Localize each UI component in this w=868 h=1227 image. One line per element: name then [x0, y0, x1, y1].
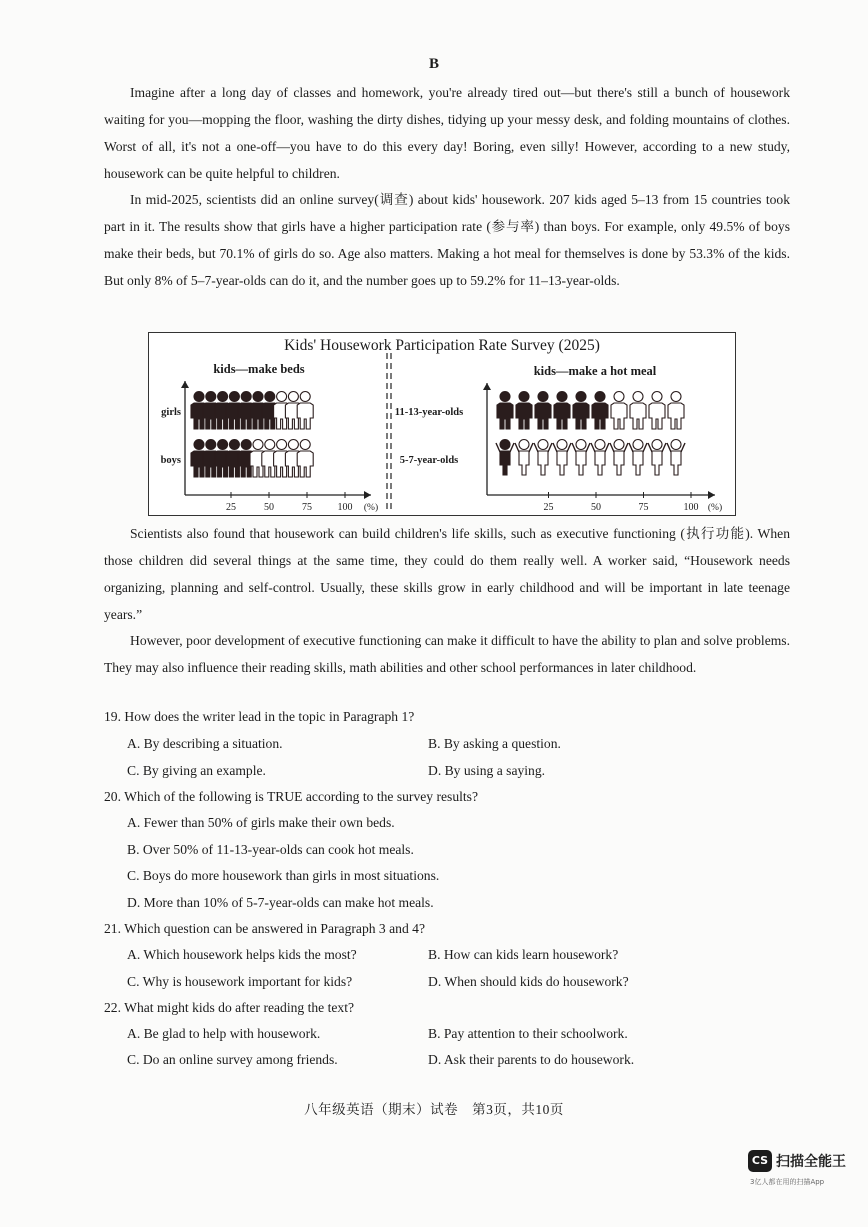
chart-title: Kids' Housework Participation Rate Survey (2025): [284, 337, 600, 354]
person-icon: [297, 440, 313, 478]
person-icon: [591, 440, 609, 476]
q19-option-a[interactable]: A. By describing a situation.: [127, 736, 283, 751]
person-icon: [592, 392, 608, 430]
person-icon: [610, 440, 628, 476]
chart-row-label: 11-13-year-olds: [394, 407, 464, 418]
scanner-tagline: 3亿人都在用的扫描App: [750, 1178, 825, 1186]
question-22-stem: 22. What might kids do after reading the text?: [104, 1000, 355, 1015]
chart-panel-2-y-arrow-icon: [483, 383, 491, 390]
person-icon: [648, 440, 666, 476]
chart-panel-2-tick-label: 100: [683, 502, 699, 513]
chart-row-label: boys: [160, 455, 181, 466]
person-icon: [667, 440, 685, 476]
q22-option-c[interactable]: C. Do an online survey among friends.: [127, 1052, 338, 1067]
q22-option-d[interactable]: D. Ask their parents to do housework.: [428, 1052, 635, 1067]
person-icon: [630, 392, 646, 430]
chart-panel-1-tick-label: 25: [226, 502, 236, 513]
section-title: B: [428, 56, 439, 72]
person-icon: [611, 392, 627, 430]
person-icon: [496, 440, 514, 476]
q19-option-b[interactable]: B. By asking a question.: [428, 736, 561, 751]
q22-option-b[interactable]: B. Pay attention to their schoolwork.: [428, 1026, 628, 1041]
pictogram-chart: [149, 333, 735, 515]
chart-panel-1-y-arrow-icon: [181, 381, 189, 388]
q21-option-b[interactable]: B. How can kids learn housework?: [428, 947, 619, 962]
paragraph-3: Scientists also found that housework can build children's life skills, such as executive functioning (执行功能). When those children did several things at the same time, they could do them really well. A worker said, “Housework needs organizing, planning and self-control. Usually, these skills grow in early childhood and will be important in late teenage years.”: [104, 526, 790, 622]
paragraph-4: However, poor development of executive functioning can make it difficult to have the ability to plan and solve problems. They may also influence their reading skills, math abilities and other school performances in later childhood.: [104, 633, 790, 675]
person-icon: [649, 392, 665, 430]
chart-panel-1-tick-label: 75: [302, 502, 312, 513]
question-20-stem: 20. Which of the following is TRUE according to the survey results?: [104, 789, 479, 804]
chart-panel-2-subtitle: kids—make a hot meal: [533, 364, 657, 378]
q19-option-c[interactable]: C. By giving an example.: [127, 763, 266, 778]
person-icon: [668, 392, 684, 430]
survey-figure: [148, 332, 736, 516]
q21-option-a[interactable]: A. Which housework helps kids the most?: [127, 947, 357, 962]
q20-option-d[interactable]: D. More than 10% of 5-7-year-olds can make hot meals.: [127, 895, 434, 910]
q21-option-c[interactable]: C. Why is housework important for kids?: [127, 974, 353, 989]
q20-option-c[interactable]: C. Boys do more housework than girls in most situations.: [127, 868, 440, 883]
q19-option-d[interactable]: D. By using a saying.: [428, 763, 546, 778]
page-footer: 八年级英语（期末）试卷 第3页，共10页: [304, 1102, 564, 1117]
person-icon: [515, 440, 533, 476]
chart-row-label: 5-7-year-olds: [399, 455, 459, 466]
q20-option-a[interactable]: A. Fewer than 50% of girls make their own beds.: [127, 815, 395, 830]
chart-panel-2-x-arrow-icon: [708, 491, 715, 499]
person-icon: [497, 392, 513, 430]
question-19-stem: 19. How does the writer lead in the topic in Paragraph 1?: [104, 709, 415, 724]
paragraph-1: Imagine after a long day of classes and homework, you're already tired out—but there's still a bunch of housework waiting for you—mopping the floor, washing the dirty dishes, tidying up your messy desk, and folding mountains of clothes. Worst of all, it's not a one-off—you have to do this every day! Boring, even silly! However, according to a new study, housework can be quite helpful to children.: [104, 85, 790, 181]
chart-row-label: girls: [161, 407, 181, 418]
person-icon: [629, 440, 647, 476]
chart-panel-2-tick-label: 25: [543, 502, 554, 513]
person-icon: [516, 392, 532, 430]
chart-panel-1-subtitle: kids—make beds: [213, 362, 305, 376]
camscanner-logo-icon: CS: [748, 1150, 772, 1172]
person-icon: [297, 392, 313, 430]
chart-panel-2-tick-label: 75: [638, 502, 649, 513]
scanner-watermark: [748, 1150, 856, 1198]
chart-panel-2-x-unit: (%): [707, 503, 723, 513]
person-icon: [553, 440, 571, 476]
q20-option-b[interactable]: B. Over 50% of 11-13-year-olds can cook hot meals.: [127, 842, 414, 857]
q21-option-d[interactable]: D. When should kids do housework?: [428, 974, 629, 989]
chart-panel-1-tick-label: 100: [337, 502, 353, 513]
person-icon: [535, 392, 551, 430]
person-icon: [554, 392, 570, 430]
person-icon: [534, 440, 552, 476]
person-icon: [572, 440, 590, 476]
paragraph-2: In mid-2025, scientists did an online survey(调查) about kids' housework. 207 kids aged 5–13 from 15 countries took part in it. The results show that girls have a higher participation rate (参与率) than boys. For example, only 49.5% of boys make their beds, but 70.1% of girls do so. Age also matters. Making a hot meal for themselves is done by 53.3% of the kids. But only 8% of 5–7-year-olds can do it, and the number goes up to 59.2% for 11–13-year-olds.: [104, 192, 790, 288]
chart-panel-1-x-unit: (%): [363, 503, 379, 513]
scanner-app-name: 扫描全能王: [776, 1154, 846, 1170]
question-21-stem: 21. Which question can be answered in Paragraph 3 and 4?: [104, 921, 425, 936]
q22-option-a[interactable]: A. Be glad to help with housework.: [127, 1026, 321, 1041]
chart-panel-2-tick-label: 50: [591, 502, 601, 513]
person-icon: [573, 392, 589, 430]
chart-panel-1-tick-label: 50: [264, 502, 274, 513]
chart-panel-1-x-arrow-icon: [364, 491, 371, 499]
